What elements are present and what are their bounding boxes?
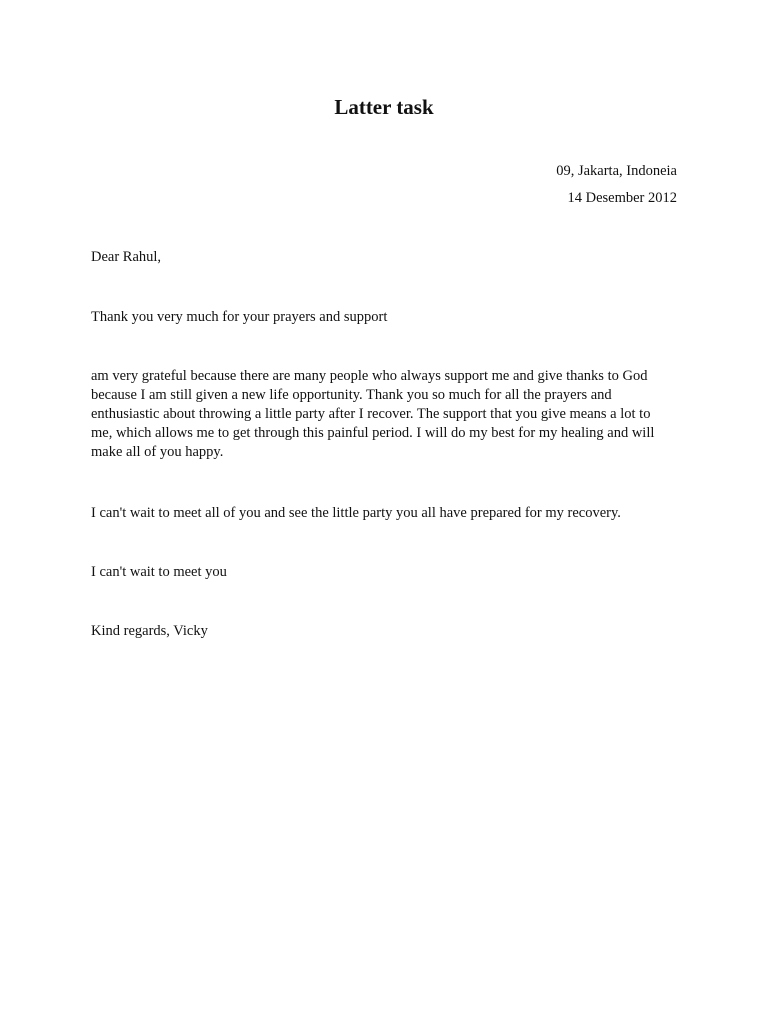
body-line: am very grateful because there are many people who always support me and give thanks to God: [91, 368, 648, 384]
body-paragraph: [91, 367, 691, 462]
body-line: make all of you happy.: [91, 444, 224, 460]
closing-signature: Kind regards, Vicky: [91, 623, 208, 639]
greeting: Dear Rahul,: [91, 249, 162, 265]
thanks-paragraph: Thank you very much for your prayers and support: [91, 309, 388, 325]
body-line: enthusiastic about throwing a little party after I recover. The support that you give means a lot to: [91, 406, 651, 422]
sender-address: 09, Jakarta, Indoneia: [556, 163, 677, 179]
body-line: me, which allows me to get through this painful period. I will do my best for my healing and will: [91, 425, 655, 441]
letter-date: 14 Desember 2012: [567, 190, 677, 206]
letter-title: Latter task: [334, 95, 434, 119]
meet-paragraph: I can't wait to meet you: [91, 564, 227, 580]
body-line: because I am still given a new life opportunity. Thank you so much for all the prayers and: [91, 387, 612, 403]
meet-all-paragraph: I can't wait to meet all of you and see the little party you all have prepared for my recovery.: [91, 505, 621, 521]
